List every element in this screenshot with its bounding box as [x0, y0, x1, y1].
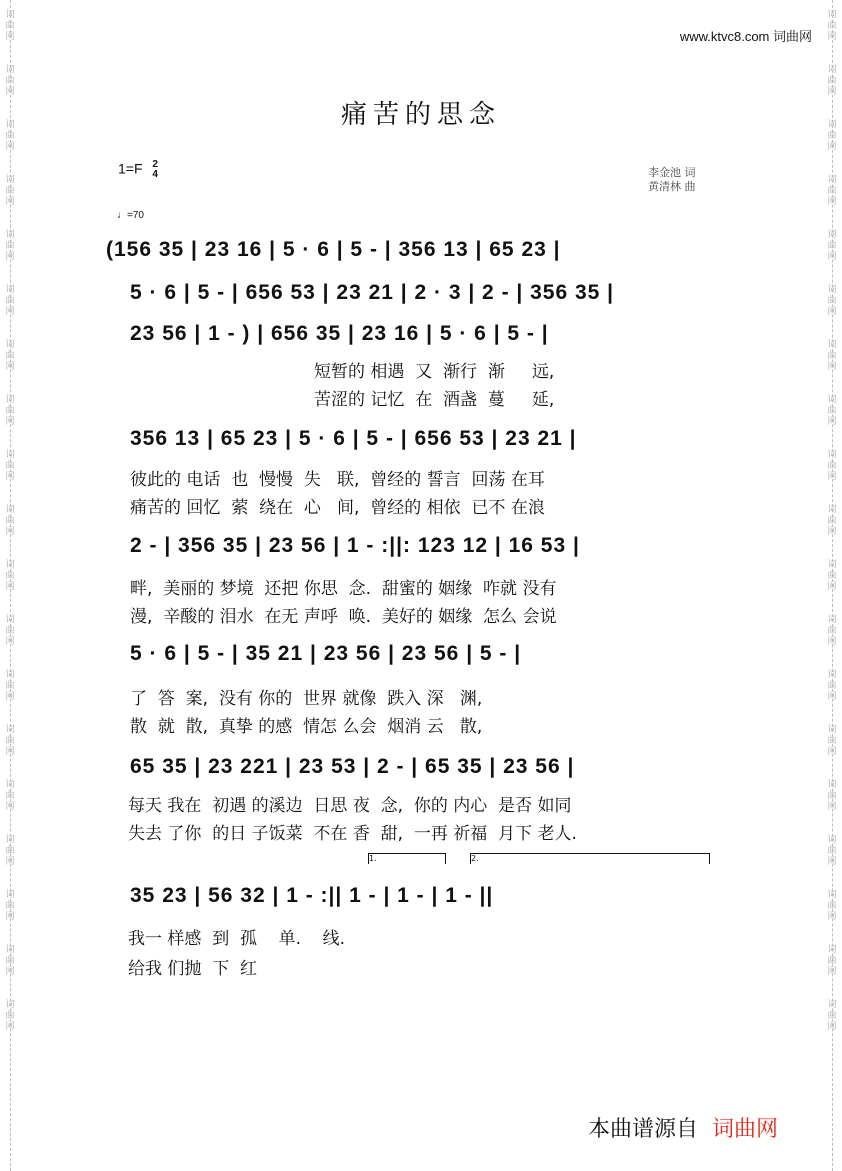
notation-line-6: 5 · 6 | 5 - | 35 21 | 23 56 | 23 56 | 5 - | [130, 642, 522, 665]
lyrics-line-6-verse-1: 了 答 案, 没有 你的 世界 就像 跌入 深 渊, [130, 689, 483, 709]
first-ending-bracket [368, 853, 446, 864]
time-sig-top: 2 [152, 159, 158, 170]
key-signature [118, 160, 158, 180]
lyricist-credit: 李金池 词 [648, 166, 696, 179]
time-sig-bottom: 4 [152, 169, 158, 180]
lyrics-line-7-verse-1: 每天 我在 初遇 的溪边 日思 夜 念, 你的 内心 是否 如同 [128, 796, 572, 816]
lyrics-line-5-verse-2: 漫, 辛酸的 泪水 在无 声呼 唤. 美好的 姻缘 怎么 会说 [130, 607, 557, 627]
lyrics-line-3-verse-1: 短暂的 相遇 又 渐行 渐 远, [314, 362, 555, 382]
footer-brand-link[interactable]: 词曲网 [712, 1117, 779, 1142]
side-watermark: 词 曲 网 词 曲 网 词 曲 网 词 曲 网 词 曲 网 词 曲 网 词 曲 网 词 曲 网 词 曲 网 词 曲 网 词 曲 网 词 曲 网 词 曲 网 词 曲 网 词 曲 网 词 曲 网 词 曲 网 词 曲 网 词 曲 网 [827, 10, 837, 1032]
notation-line-4: 356 13 | 65 23 | 5 · 6 | 5 - | 656 53 | 23 21 | [130, 427, 577, 450]
lyrics-line-3-verse-2: 苦涩的 记忆 在 酒盏 蔓 延, [314, 390, 555, 410]
lyrics-line-6-verse-2: 散 就 散, 真挚 的感 情怎 么会 烟消 云 散, [130, 717, 483, 737]
lyrics-line-4-verse-2: 痛苦的 回忆 萦 绕在 心 间, 曾经的 相依 已不 在浪 [130, 498, 545, 518]
lyrics-line-4-verse-1: 彼此的 电话 也 慢慢 失 联, 曾经的 誓言 回荡 在耳 [130, 470, 545, 490]
lyrics-line-7-verse-2: 失去 了你 的日 子饭菜 不在 香 甜, 一再 祈福 月下 老人. [128, 824, 577, 844]
notation-line-5: 2 - | 356 35 | 23 56 | 1 - :||: 123 12 | 16 53 | [130, 534, 580, 557]
tempo-marking: ♩=70 [117, 210, 144, 221]
first-ending-label: 1. [369, 854, 377, 863]
notation-line-1: (156 35 | 23 16 | 5 · 6 | 5 - | 356 13 | 65 23 | [106, 238, 561, 261]
site-watermark: www.ktvc8.com 词曲网 [679, 29, 812, 44]
notation-line-8: 35 23 | 56 32 | 1 - :|| 1 - | 1 - | 1 - || [130, 884, 494, 907]
composer-credit: 黄清林 曲 [648, 180, 696, 193]
second-ending-label: 2. [471, 854, 479, 863]
song-title: 痛苦的思念 [340, 100, 501, 130]
lyrics-line-8-verse-2: 给我 们抛 下 红 [128, 959, 258, 979]
lyrics-line-8-verse-1: 我一 样感 到 孤 单. 线. [128, 929, 346, 949]
side-watermark: 词 曲 网 词 曲 网 词 曲 网 词 曲 网 词 曲 网 词 曲 网 词 曲 网 词 曲 网 词 曲 网 词 曲 网 词 曲 网 词 曲 网 词 曲 网 词 曲 网 词 曲 网 词 曲 网 词 曲 网 词 曲 网 词 曲 网 [5, 10, 15, 1032]
footer-source-label: 本曲谱源自 [588, 1117, 699, 1142]
footer-source [588, 1112, 778, 1143]
time-signature [152, 160, 158, 180]
notation-line-7: 65 35 | 23 221 | 23 53 | 2 - | 65 35 | 23 56 | [130, 755, 575, 778]
notation-line-3: 23 56 | 1 - ) | 656 35 | 23 16 | 5 · 6 | 5 - | [130, 322, 549, 345]
key-label: 1=F [118, 160, 143, 177]
second-ending-bracket [470, 853, 710, 864]
notation-line-2: 5 · 6 | 5 - | 656 53 | 23 21 | 2 · 3 | 2 - | 356 35 | [130, 281, 615, 304]
lyrics-line-5-verse-1: 畔, 美丽的 梦境 还把 你思 念. 甜蜜的 姻缘 咋就 没有 [130, 579, 557, 599]
